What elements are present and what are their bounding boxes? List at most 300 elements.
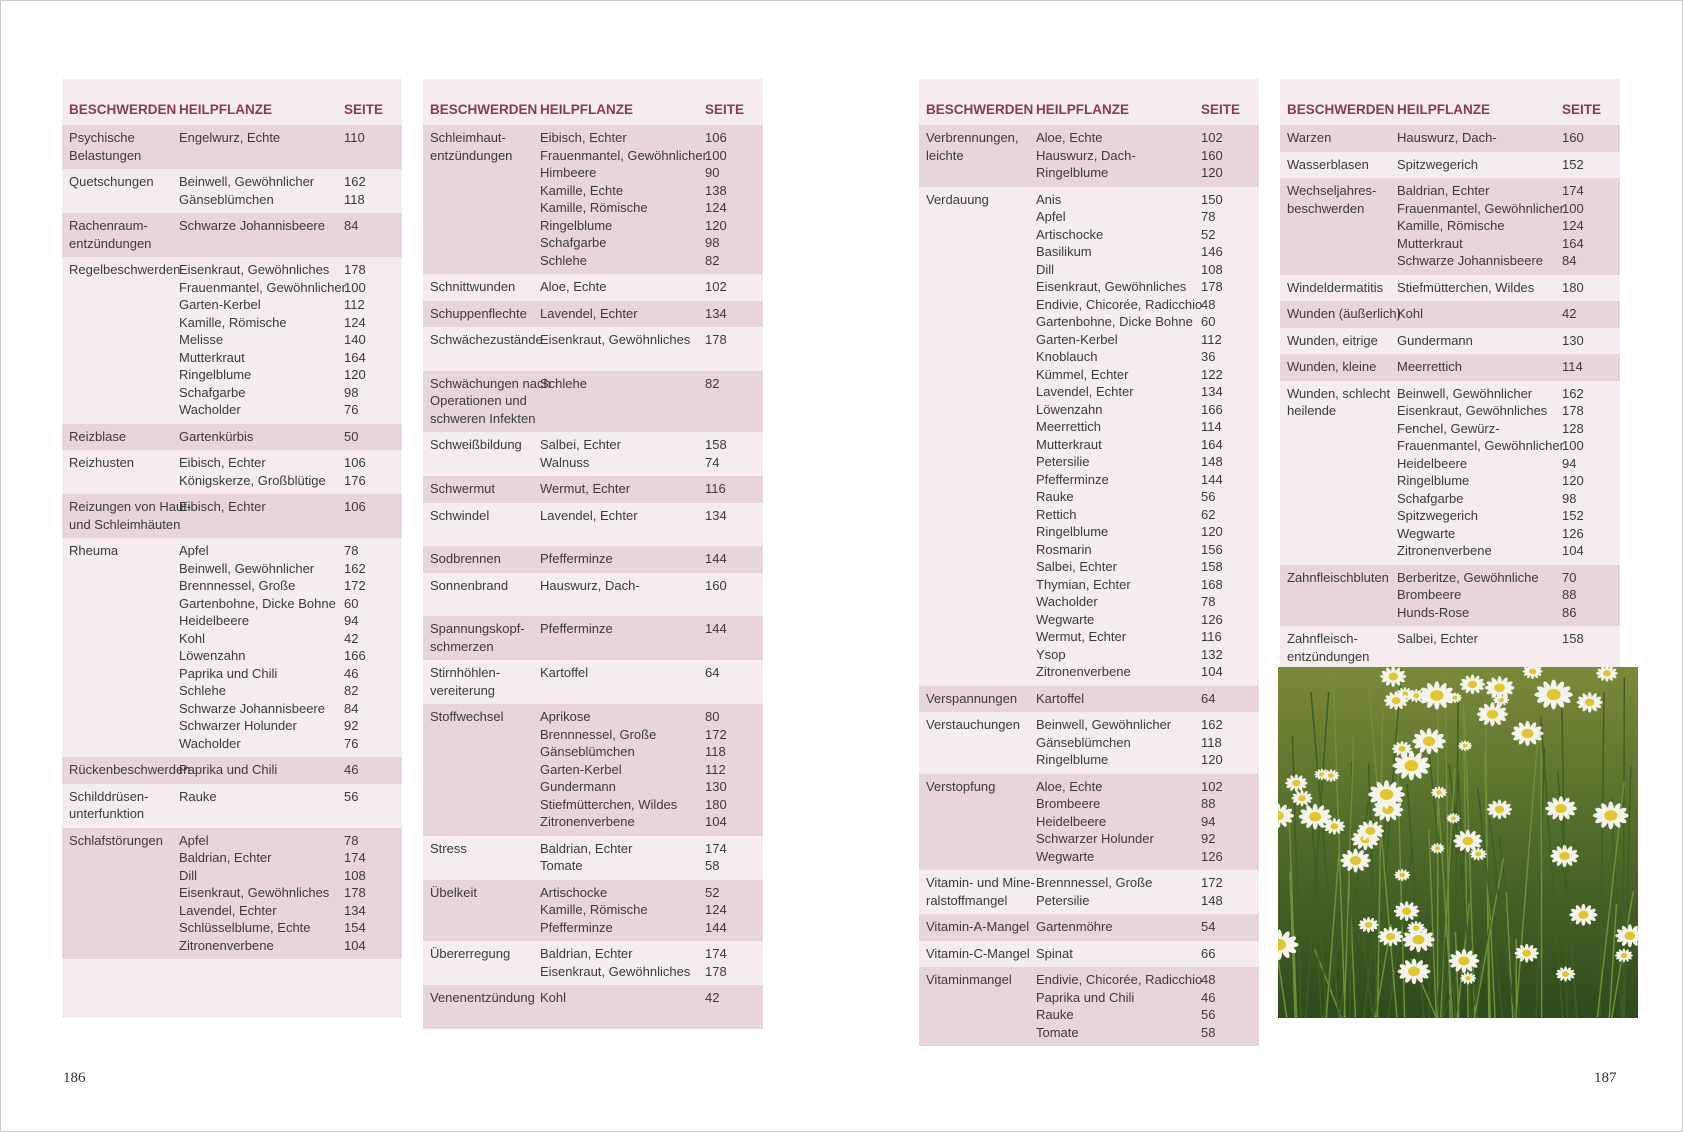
plant-cell-line: Eibisch, Echter [179,499,266,514]
complaint-cell [1280,358,1397,376]
complaint-cell [1280,156,1397,174]
plant-cell-line: Schafgarbe [1397,490,1464,506]
table-header [62,79,402,125]
page-cell-line: 70 [1562,569,1577,585]
complaint-cell [423,129,540,269]
page-cell-line: 106 [705,130,727,145]
complaint-cell [1280,630,1397,665]
complaint-cell-line: entzündungen [1287,648,1370,664]
plant-cell-line: Artischocke [540,884,608,900]
page-cell-line: 118 [344,191,365,207]
plant-cell-line: Artischocke [1036,226,1104,242]
plant-cell-line: Gartenkürbis [179,428,254,444]
complaint-cell [423,989,540,1007]
page-cell-line: 122 [1201,366,1223,382]
plant-cell-line: Mutterkraut [1036,436,1102,452]
plant-cell [179,129,344,164]
plant-cell-line: Tomate [1036,1024,1079,1040]
page-cell-line: 164 [344,349,366,365]
page-cell-line: 62 [1201,506,1216,522]
complaint-cell-line: Wunden, schlecht [1287,385,1391,401]
complaint-cell-line: Sodbrennen [430,551,501,566]
page-cell-line: 104 [705,814,727,829]
complaint-cell [423,305,540,323]
header-page: SEITE [1562,102,1602,117]
table-row [423,432,763,476]
plant-cell-line: Schlehe [179,683,226,698]
plant-cell [179,498,344,533]
page-cell-line: 92 [1201,831,1216,846]
page-cell [1201,129,1259,182]
table-row [423,616,763,660]
plant-cell-line: Eisenkraut, Gewöhnliches [1397,403,1548,418]
page-cell-line: 118 [1201,734,1222,750]
page-cell-line: 104 [1201,664,1223,679]
page-cell [705,480,763,498]
complaint-cell-line: Übererregung [430,946,511,961]
table-row [919,686,1259,713]
plant-cell-line: Rauke [1036,1007,1074,1022]
table-row [1280,275,1620,302]
page-number-right: 187 [1594,1070,1617,1086]
page-cell [1201,945,1259,963]
page-cell-line: 116 [705,481,726,496]
page-cell-line: 134 [344,902,366,918]
page-cell-line: 118 [705,744,726,759]
page-cell-line: 144 [1201,471,1223,487]
page-cell [1562,129,1620,147]
page-cell-line: 104 [344,937,366,953]
page-cell-line: 152 [1562,508,1584,523]
complaint-cell-line: Wunden, kleine [1287,359,1377,374]
plant-cell-line: Eisenkraut, Gewöhnliches [540,332,691,347]
plant-cell-line: Kümmel, Echter [1036,366,1129,382]
plant-cell-line: Eibisch, Echter [540,130,627,145]
page-cell-line: 84 [1562,253,1577,268]
plant-cell-line: Apfel [179,832,209,848]
complaint-cell-line: unterfunktion [69,806,145,821]
table-row [1280,626,1620,670]
page-cell [1201,918,1259,936]
plant-cell-line: Ringelblume [179,367,252,382]
complaint-cell [1280,332,1397,350]
plant-cell [540,708,705,831]
plant-cell-line: Aloe, Echte [1036,130,1103,145]
plant-cell-line: Schwarzer Holunder [1036,831,1154,846]
page-cell [344,788,402,823]
complaint-cell-line: Schilddrüsen- [69,788,149,804]
plant-cell-line: Gundermann [1397,332,1473,348]
plant-cell [1036,874,1201,909]
plant-cell-line: Heidelbeere [179,613,250,628]
page-cell-line: 130 [1562,332,1584,348]
plant-cell [540,278,705,296]
page-cell-line: 120 [344,367,366,382]
table-row [62,494,402,538]
table-row [62,784,402,828]
plant-cell-line: Baldrian, Echter [540,840,633,856]
plant-cell-line: Wegwarte [1036,848,1095,864]
table-row [423,371,763,433]
page-cell-line: 120 [705,217,727,233]
page-cell-line: 148 [1201,454,1223,469]
plant-cell-line: Königskerze, Großblütige [179,472,326,488]
table-row [423,880,763,942]
complaint-cell [919,716,1036,769]
page-cell-line: 84 [344,218,359,233]
plant-cell-line: Eisenkraut, Gewöhnliches [179,262,330,277]
page-cell-line: 126 [1201,848,1223,864]
page-cell-line: 146 [1201,244,1223,259]
plant-cell [1397,279,1562,297]
plant-cell-line: Aloe, Echte [540,279,607,294]
plant-cell-line: Apfel [1036,209,1066,224]
complaint-cell-line: Belastungen [69,147,142,163]
page-cell-line: 154 [344,920,366,935]
page-cell-line: 132 [1201,646,1223,662]
complaint-cell [62,217,179,252]
page-cell-line: 124 [1562,218,1584,233]
plant-cell-line: Paprika und Chili [179,665,278,681]
table-row [919,914,1259,941]
table-row [423,704,763,836]
plant-cell-line: Hauswurz, Dach- [1397,130,1497,145]
complaint-cell [62,832,179,955]
plant-cell-line: Kamille, Römische [540,200,648,215]
page-cell-line: 52 [705,884,720,900]
complaint-cell-line: Regelbeschwerden [69,262,181,277]
complaint-cell-line: Stirnhöhlen- [430,665,501,680]
page-cell-line: 178 [344,885,366,900]
plant-cell-line: Kohl [179,630,206,646]
table-column-3 [919,79,1259,1040]
page-cell-line: 116 [1201,629,1222,644]
complaint-cell-line: Wunden, eitrige [1287,332,1378,348]
page-cell-line: 80 [705,709,720,724]
plant-cell [1397,385,1562,560]
complaint-cell [1280,385,1397,560]
plant-cell [1397,129,1562,147]
page-cell [1201,778,1259,866]
plant-cell-line: Ringelblume [540,217,613,233]
table-row [423,476,763,503]
plant-cell-line: Lavendel, Echter [179,902,277,918]
plant-cell [179,428,344,446]
table-row [62,450,402,494]
table-row [919,870,1259,914]
plant-cell [540,305,705,323]
page-cell-line: 82 [344,683,359,698]
plant-cell-line: Eisenkraut, Gewöhnliches [179,885,330,900]
plant-cell-line: Thymian, Echter [1036,576,1131,592]
plant-cell-line: Lavendel, Echter [540,507,638,523]
page-cell-line: 46 [1201,989,1216,1005]
complaint-cell-line: ralstoffmangel [926,892,1008,908]
table-row [62,125,402,169]
plant-cell-line: Spitzwegerich [1397,156,1478,172]
plant-cell-line: Spinat [1036,945,1073,961]
complaint-cell-line: Spannungskopf- [430,621,525,636]
plant-cell-line: Beinwell, Gewöhnlicher [1397,385,1533,401]
page-cell-line: 172 [344,578,366,593]
page-cell-line: 164 [1201,436,1223,452]
header-page: SEITE [344,102,384,117]
complaint-cell [1280,182,1397,270]
page-cell-line: 92 [344,718,359,733]
page-cell-line: 158 [705,437,727,452]
plant-cell-line: Brombeere [1397,587,1462,602]
complaint-cell-line: Quetschungen [69,174,154,189]
page-number-left: 186 [63,1070,86,1086]
complaint-cell [62,542,179,752]
table-row [919,125,1259,187]
page-cell-line: 148 [1201,892,1223,908]
plant-cell-line: Melisse [179,332,224,347]
table-row [62,828,402,960]
page-cell-line: 50 [344,428,359,444]
plant-cell-line: Gänseblümchen [540,744,635,759]
page-cell-line: 124 [705,200,727,215]
plant-cell-line: Ysop [1036,646,1066,662]
page-cell [1201,191,1259,681]
page-cell-line: 48 [1201,972,1216,987]
page-cell-line: 46 [344,762,359,777]
page-cell-line: 100 [1562,438,1584,453]
page-cell-line: 106 [344,499,366,514]
page-cell-line: 162 [1562,385,1584,401]
page-cell [1562,279,1620,297]
complaint-cell-line: Warzen [1287,130,1332,145]
complaint-cell [62,788,179,823]
complaint-cell-line: Rachenraum- [69,218,148,233]
page-cell-line: 86 [1562,604,1577,620]
table-header [1280,79,1620,125]
plant-cell-line: Brennnessel, Große [179,578,296,593]
complaint-cell [423,664,540,699]
complaint-cell [423,507,540,525]
plant-cell-line: Ringelblume [1036,752,1109,767]
page-cell [705,278,763,296]
page-cell-line: 174 [705,946,727,961]
plant-cell-line: Zitronenverbene [1397,543,1492,558]
plant-cell-line: Walnuss [540,454,590,470]
page-cell-line: 162 [344,174,366,189]
page-cell-line: 112 [705,761,726,777]
plant-cell-line: Garten-Kerbel [179,297,261,312]
page-cell-line: 120 [1562,473,1584,488]
table-row [423,327,763,371]
plant-cell-line: Pfefferminze [540,551,613,566]
page-cell-line: 114 [1201,419,1222,434]
complaint-cell [62,761,191,779]
table-row [62,538,402,757]
complaint-cell [423,278,540,296]
plant-cell [1036,778,1201,866]
complaint-cell-line: vereiterung [430,682,496,698]
table-row [1280,328,1620,355]
table-row [62,169,402,213]
plant-cell-line: Kohl [540,990,567,1005]
complaint-cell-line: Verdauung [926,191,989,207]
page-cell-line: 76 [344,735,359,751]
table-row [423,125,763,274]
plant-cell-line: Pfefferminze [540,621,613,636]
page-cell-line: 88 [1562,587,1577,602]
page-cell-line: 120 [1201,752,1223,767]
page-cell-line: 36 [1201,349,1216,364]
plant-cell-line: Schwarze Johannisbeere [179,218,325,233]
plant-cell-line: Meerrettich [1036,419,1102,434]
plant-cell-line: Wermut, Echter [540,481,631,496]
plant-cell [540,577,705,595]
plant-cell-line: Wermut, Echter [1036,629,1127,644]
page-cell-line: 112 [1201,331,1222,347]
table-row [423,503,763,547]
complaint-cell [919,918,1036,936]
plant-cell-line: Rauke [179,788,217,804]
page-cell-line: 66 [1201,945,1216,961]
plant-cell-line: Lavendel, Echter [540,305,638,321]
page-cell-line: 46 [344,665,359,681]
complaint-cell-line: Schweißbildung [430,437,522,452]
plant-cell-line: Ringelblume [1397,473,1470,488]
table-row [423,274,763,301]
plant-cell-line: Zitronenverbene [540,814,635,829]
plant-cell-line: Mutterkraut [1397,235,1463,251]
page-cell-line: 42 [344,630,359,646]
table-row [1280,565,1620,627]
plant-cell-line: Schwarze Johannisbeere [179,700,325,716]
plant-cell-line: Aloe, Echte [1036,778,1103,794]
plant-cell-line: Eisenkraut, Gewöhnliches [1036,279,1187,294]
plant-cell-line: Gartenbohne, Dicke Bohne [179,595,336,611]
plant-cell [540,620,705,655]
page-cell-line: 102 [705,279,727,294]
plant-cell [1397,569,1562,622]
page-cell [344,498,402,533]
page-cell-line: 78 [344,543,359,558]
complaint-cell-line: Zahnfleischbluten [1287,569,1389,585]
plant-cell-line: Hunds-Rose [1397,604,1470,620]
complaint-cell-line: beschwerden [1287,200,1365,216]
complaint-cell-line: Zahnfleisch- [1287,631,1358,646]
page-cell-line: 158 [1562,631,1584,646]
plant-cell [540,129,705,269]
plant-cell-line: Ringelblume [1036,524,1109,539]
plant-cell [540,840,705,875]
plant-cell-line: Gartenbohne, Dicke Bohne [1036,314,1193,329]
page-cell-line: 128 [1562,420,1584,436]
page-cell-line: 78 [1201,594,1216,609]
plant-cell-line: Tomate [540,858,583,873]
page-cell [344,542,402,752]
complaint-cell [423,375,551,428]
plant-cell-line: Pfefferminze [1036,471,1109,487]
page-cell-line: 56 [344,788,359,804]
header-complaint: BESCHWERDEN [69,102,177,117]
page-cell-line: 82 [705,375,720,391]
plant-cell-line: Gänseblümchen [1036,734,1131,750]
page-cell-line: 84 [344,700,359,716]
page-cell-line: 110 [344,130,365,145]
page-cell-line: 108 [344,867,366,883]
page-cell-line: 124 [344,314,366,330]
plant-cell-line: Petersilie [1036,454,1090,469]
complaint-cell [62,428,179,446]
plant-cell-line: Beinwell, Gewöhnlicher [179,560,315,576]
page-cell-line: 100 [344,279,366,295]
page-cell-line: 82 [705,252,720,268]
plant-cell [540,884,705,937]
complaint-cell-line: Windeldermatitis [1287,279,1384,295]
plant-cell-line: Brennnessel, Große [540,726,657,742]
plant-cell [1036,690,1201,708]
complaint-cell [919,129,1036,182]
header-plant: HEILPFLANZE [540,102,633,117]
page-cell-line: 130 [705,779,727,794]
page-cell-line: 176 [344,472,366,488]
complaint-cell-line: Reizungen von Haut- [69,499,192,514]
page-cell [1562,156,1620,174]
complaint-cell [62,173,179,208]
plant-cell-line: Paprika und Chili [1036,989,1135,1005]
complaint-cell-line: entzündungen [69,235,152,251]
page-cell [1562,569,1620,622]
plant-cell-line: Schwarzer Holunder [179,718,297,733]
plant-cell [1397,332,1562,350]
complaint-cell-line: Vitamin- und Mine- [926,875,1035,890]
page-cell-line: 102 [1201,778,1223,794]
table-row [1280,178,1620,275]
plant-cell-line: Kamille, Römische [1397,218,1505,233]
plant-cell-line: Heidelbeere [1397,455,1468,471]
page-cell [344,261,402,419]
page-cell-line: 102 [1201,130,1223,145]
page-cell-line: 158 [1201,559,1223,574]
page-cell [705,945,763,980]
plant-cell [1397,358,1562,376]
page-cell-line: 100 [1562,200,1584,216]
page-cell [705,129,763,269]
plant-cell-line: Endivie, Chicorée, Radicchio [1036,296,1203,312]
page-cell [344,217,402,252]
page-cell [344,761,402,779]
plant-cell-line: Dill [1036,261,1055,277]
plant-cell-line: Baldrian, Echter [540,946,633,961]
table-row [423,573,763,617]
complaint-cell [919,874,1036,909]
table-row [423,985,763,1029]
plant-cell [540,480,705,498]
page-cell [344,454,402,489]
plant-cell [540,375,705,428]
complaint-cell [1280,569,1397,622]
plant-cell-line: Salbei, Echter [540,437,621,452]
plant-cell-line: Heidelbeere [1036,813,1107,829]
complaint-cell [423,708,540,831]
page-cell-line: 160 [1201,147,1223,163]
complaint-cell [62,498,192,533]
plant-cell [540,507,705,525]
page-cell [705,708,763,831]
plant-cell-line: Wacholder [179,402,241,417]
page-cell-line: 98 [1562,490,1577,506]
plant-cell-line: Garten-Kerbel [1036,331,1118,347]
page-cell [1562,305,1620,323]
header-complaint: BESCHWERDEN [1287,102,1395,117]
table-row [423,660,763,704]
table-row [62,213,402,257]
